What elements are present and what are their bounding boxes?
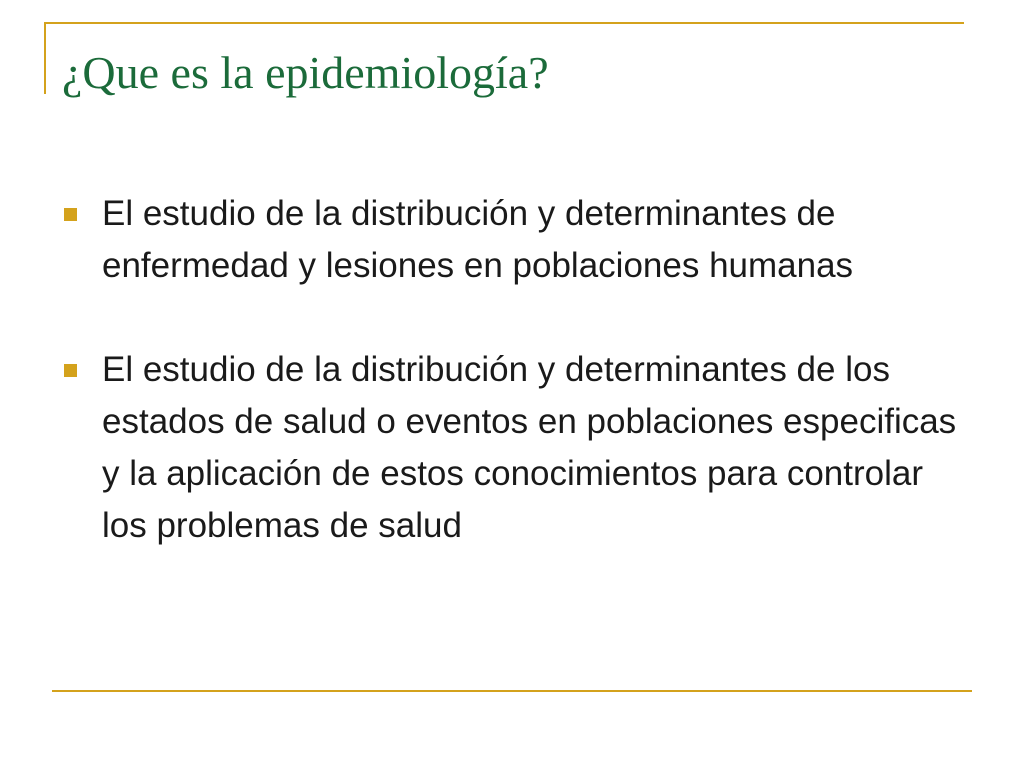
bullet-item — [60, 344, 960, 552]
bullet-item — [60, 188, 960, 292]
bullet-text: El estudio de la distribución y determinantes de enfermedad y lesiones en poblaciones humanas — [102, 194, 854, 285]
left-border-line — [44, 22, 46, 94]
square-bullet-icon — [64, 364, 77, 377]
top-border-line — [44, 22, 964, 24]
slide-title: ¿Que es la epidemiología? — [62, 47, 549, 98]
bullet-text: El estudio de la distribución y determinantes de los estados de salud o eventos en poblaciones especificas y la aplicación de estos conocimientos para controlar los problemas de salud — [102, 350, 957, 545]
bottom-border-line — [52, 690, 972, 692]
bullet-list — [60, 188, 960, 552]
square-bullet-icon — [64, 208, 77, 221]
